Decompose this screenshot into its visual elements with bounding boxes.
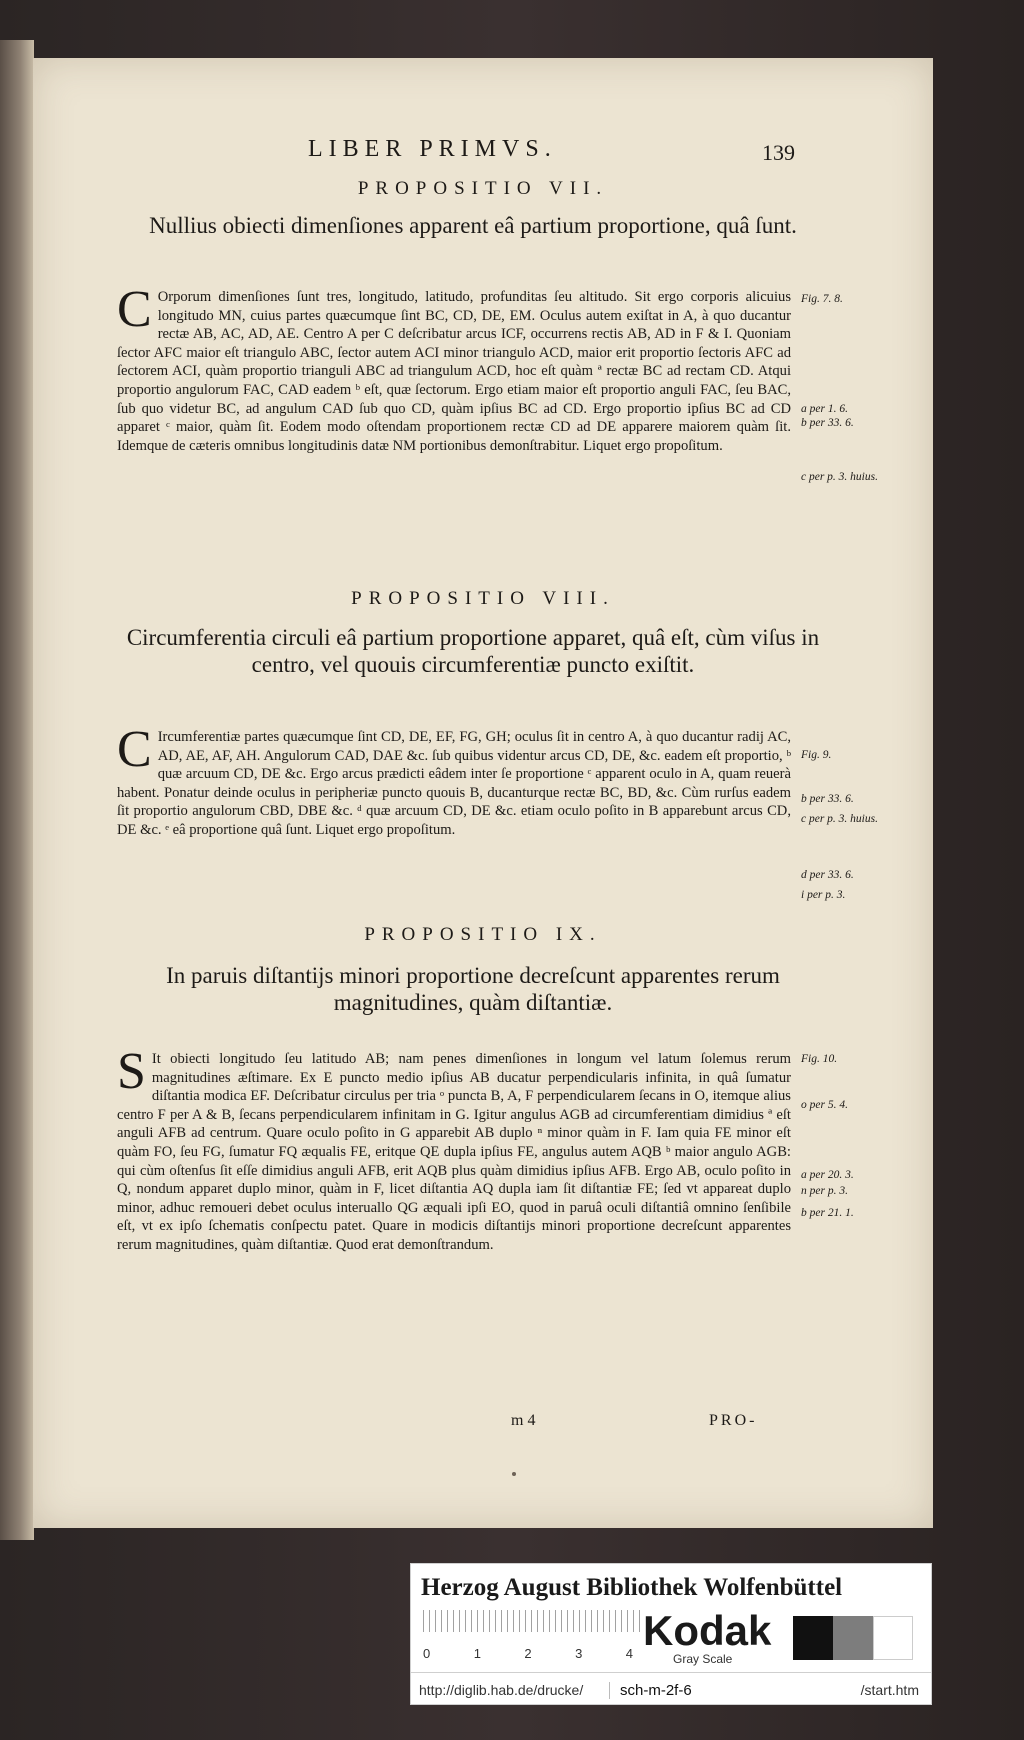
marginal-note: Fig. 9. <box>801 749 832 761</box>
proposition-text: Orporum dimenſiones ſunt tres, longitudo, latitudo, profunditas ſeu altitudo. Sit ergo corporis alicuius longitudo MN, cuius partes quæcumque ſint BC, CD, DE, EM. Oculus autem exiſtat in A, à quo ducantur rectæ AB, AC, AD, AE. Centro A per C deſcribatur arcus ICF, occurrens rectis AB, AD in F & I. Quoniam ſector AFC maior eſt triangulo ABC, ſector autem ACI minor triangulo ACD, maior erit proportio ſectoris AFC ad ſectorem ACI, quàm proportio trianguli ABC ad triangulum ACD, hoc eſt quàm ª rectæ BC ad rectam CD. Atqui proportio angulorum FAC, CAD eadem ᵇ eſt, quæ ſectorum. Ergo etiam maior eſt proportio anguli FAC, ſeu BAC, ſub quo videtur BC, ad angulum CAD ſub quo CD, quàm ipſius BC ad CD. Ergo proportio ipſius BC ad CD apparet ᶜ maior, quàm ſit. Eodem modo oſtendam proportionem rectæ CD ad DE apparere maiorem quàm ſit. Idemque de cæteris omnibus longitudinis datæ NM portionibus demonſtrabitur. Liquet ergo propoſitum. <box>117 289 791 454</box>
scale-number: 3 <box>575 1646 583 1661</box>
marginal-note: o per 5. 4. <box>801 1099 848 1111</box>
scale-number: 0 <box>423 1646 431 1661</box>
drop-initial: S <box>117 1043 146 1100</box>
marginal-note: b per 33. 6. <box>801 793 854 805</box>
marginal-note: c per p. 3. huius. <box>801 813 878 825</box>
running-title: LIBER PRIMVS. <box>308 136 557 162</box>
proposition-heading: PROPOSITIO VII. <box>357 178 609 199</box>
book-page <box>33 58 933 1528</box>
digital-library-url: http://diglib.hab.de/drucke/ <box>419 1682 584 1698</box>
url-row <box>411 1672 931 1705</box>
proposition-body <box>117 1043 791 1255</box>
marginal-note: n per p. 3. <box>801 1185 848 1197</box>
marginal-note: d per 33. 6. <box>801 869 854 881</box>
scale-number: 2 <box>524 1646 532 1661</box>
proposition-enunciation: Nullius obiecti dimenſiones apparent eâ partium proportione, quâ ſunt. <box>149 213 797 238</box>
library-target-card <box>410 1563 932 1705</box>
scale-ruler <box>423 1610 643 1632</box>
marginal-note: Fig. 10. <box>801 1053 838 1065</box>
marginal-note: a per 1. 6. <box>801 403 848 415</box>
proposition-enunciation: In paruis diſtantijs minori proportione decreſcunt apparentes rerum magnitudines, quàm diſtantiæ. <box>166 963 780 1015</box>
previous-page-edge <box>0 40 34 1540</box>
library-name: Herzog August Bibliothek Wolfenbüttel <box>421 1574 843 1601</box>
gray-swatch-white <box>873 1616 913 1660</box>
gray-scale-label: Gray Scale <box>673 1652 733 1666</box>
signature-mark: m 4 <box>511 1412 536 1429</box>
proposition-text: It obiecti longitudo ſeu latitudo AB; nam penes dimenſiones in longum vel latum ſolemus rerum magnitudines æſtimare. Ex E puncto medio ipſius AB ducatur perpendicularis infinita, in quâ ſumatur diſtantia modica EF. Deſcribatur circulus per tria ᵒ puncta B, A, F perpendicularem ſecans in O, itemque alius centro F per A & B, ſecans perpendicularem infinitam in G. Igitur angulus AGB ad circumferentiam dimidius ª eſt anguli AFB ad centrum. Quare oculo poſito in G apparebit AB duplo ⁿ minor quàm in F. Iam quia FE minor eſt quàm FO, ſeu FG, ſumatur FQ æqualis FE, eritque QE dupla ipſius FE, angulus autem AQB ᵇ maior angulo AGB: qui cùm oſtenſus ſit eſſe dimidius anguli AFB, erit AQB plus quàm dimidius ipſius AFB. Ergo AB, oculo poſito in Q, nondum apparet duplo minor, quàm in F, licet diſtantia AQ dupla iam ſit diſtantiæ FE; ſed vt appareat duplo minor, adhuc remoueri debet oculus interuallo QG æquali ipſi EO, quod in paruâ oculi diſtantiâ omnino ſenſibile eſt, vt ex ipſo ſchematis conſpectu patet. Quare in modicis diſtantijs minori proportione decreſcunt apparentes rerum magnitudines, quàm diſtantiæ. Quod erat demonſtrandum. <box>117 1051 791 1253</box>
running-head <box>33 136 933 176</box>
start-page-path: /start.htm <box>860 1682 919 1698</box>
gray-swatch-black <box>793 1616 833 1660</box>
page-number: 139 <box>762 140 795 165</box>
scale-numbers <box>423 1646 633 1661</box>
marginal-note: Fig. 7. 8. <box>801 293 843 305</box>
kodak-logo: Kodak <box>643 1607 772 1654</box>
proposition-heading: PROPOSITIO VIII. <box>351 588 615 609</box>
scale-number: 1 <box>473 1646 481 1661</box>
gray-swatch-mid <box>833 1616 873 1660</box>
marginal-note: a per 20. 3. <box>801 1169 854 1181</box>
shelfmark: sch-m-2f-6 <box>609 1682 692 1699</box>
proposition-text: Ircumferentiæ partes quæcumque ſint CD, DE, EF, FG, GH; oculus ſit in centro A, à quo ducantur radij AC, AD, AE, AF, AH. Angulorum CAD, DAE &c. ſub quibus videntur arcus CD, DE, &c. eadem eſt proportio, ᵇ quæ arcuum CD, DE &c. Ergo arcus prædicti eâdem inter ſe proportione ᶜ apparent oculo in A, quam reuerà habent. Ponatur deinde oculus in peripheriæ puncto quouis B, ducanturque rectæ BC, BD, &c. Cùm rurſus eadem ſit proportio angulorum CBD, DBE &c. ᵈ quæ arcuum CD, DE &c. etiam oculo poſito in B apparebunt arcus CD, DE &c. ᵉ eâ proportione quâ ſunt. Liquet ergo propoſitum. <box>117 729 791 838</box>
marginal-note: b per 21. 1. <box>801 1207 854 1219</box>
proposition-enunciation: Circumferentia circuli eâ partium proportione apparet, quâ eſt, cùm viſus in centro, vel quouis circumferentiæ puncto exiſtit. <box>126 625 820 677</box>
drop-initial: C <box>117 281 152 338</box>
proposition-heading: PROPOSITIO IX. <box>364 924 602 945</box>
proposition-body <box>117 281 791 455</box>
marginal-note: i per p. 3. <box>801 889 846 901</box>
marginal-note: c per p. 3. huius. <box>801 471 878 483</box>
proposition-body <box>117 721 791 840</box>
drop-initial: C <box>117 721 152 778</box>
page-speck <box>512 1472 516 1476</box>
scale-number: 4 <box>625 1646 633 1661</box>
marginal-note: b per 33. 6. <box>801 417 854 429</box>
catchword: PRO- <box>709 1412 758 1429</box>
